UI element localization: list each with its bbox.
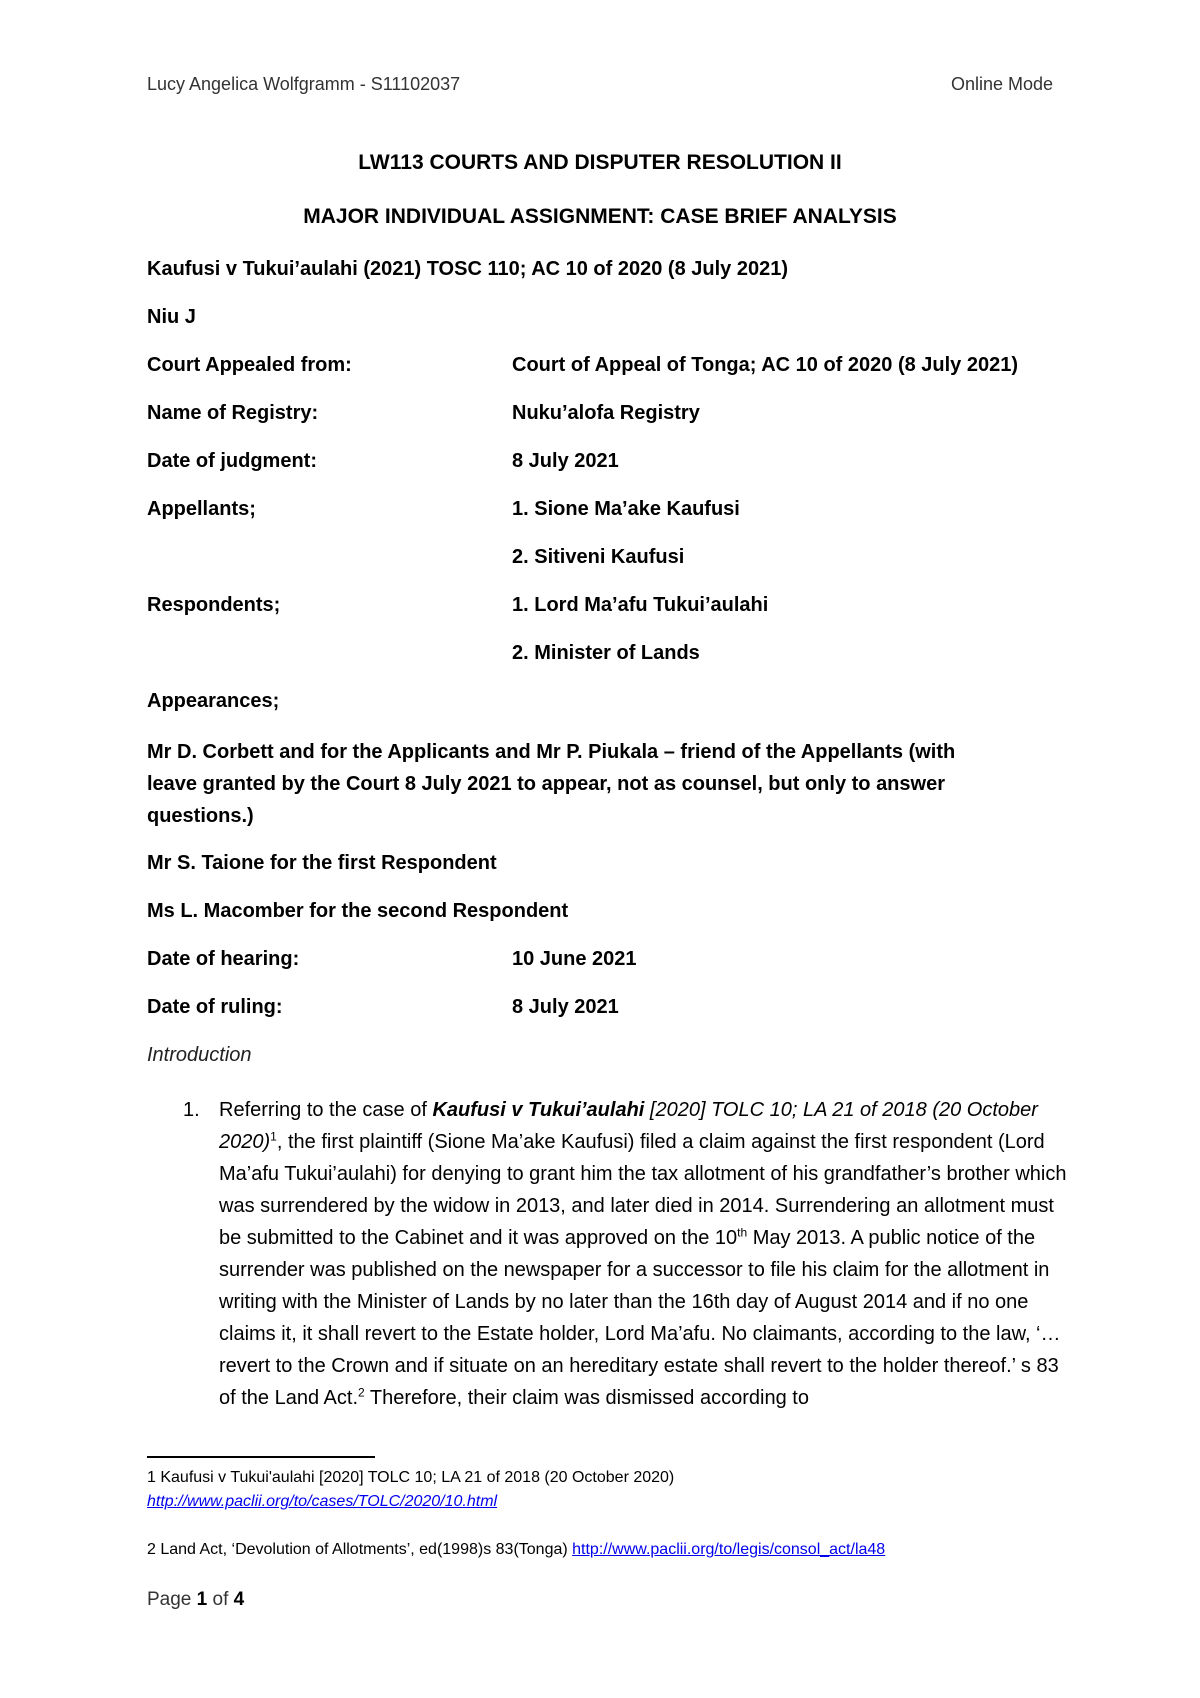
respondent-2: 2. Minister of Lands (512, 642, 700, 664)
court-label: Court Appealed from: (147, 354, 352, 376)
footnote-2 (147, 1538, 1067, 1562)
appearance-applicants (147, 736, 1052, 832)
appearance-first-respondent: Mr S. Taione for the first Respondent (147, 852, 497, 874)
page-number (147, 1589, 244, 1611)
introduction-heading: Introduction (147, 1044, 252, 1066)
footnote-1 (147, 1466, 1067, 1514)
ruling-date-value: 8 July 2021 (512, 996, 619, 1018)
respondents-label: Respondents; (147, 594, 281, 616)
page-prefix: Page (147, 1589, 197, 1610)
case-reference: [2020] TOLC 10; LA 21 of 2018 (20 October 2020) (219, 1099, 1038, 1153)
paragraph-text: , the first plaintiff (Sione Ma’ake Kaufusi) filed a claim against the first respondent (Lord Ma’afu Tukui’aulahi) for denying to grant him the tax allotment of his grandfather’s brother which was surrendered by the widow in 2013, and later died in 2014. Surrendering an allotment must be submitted to the Cabinet and it was approved on the 10 (219, 1131, 1067, 1249)
appearances-label: Appearances; (147, 690, 280, 712)
judgment-date-label: Date of judgment: (147, 450, 317, 472)
respondent-1: 1. Lord Ma’afu Tukui’aulahi (512, 594, 769, 616)
footnote-1-link[interactable]: http://www.paclii.org/to/cases/TOLC/2020/10.html (147, 1493, 498, 1510)
footnote-2-link[interactable]: http://www.paclii.org/to/legis/consol_act/la48 (572, 1541, 886, 1558)
footnote-ref-2[interactable]: 2 (358, 1385, 365, 1400)
judgment-date-value: 8 July 2021 (512, 450, 619, 472)
appellant-1: 1. Sione Ma’ake Kaufusi (512, 498, 740, 520)
page-total: 4 (233, 1589, 245, 1610)
assignment-title: MAJOR INDIVIDUAL ASSIGNMENT: CASE BRIEF ANALYSIS (303, 205, 897, 228)
registry-value: Nuku’alofa Registry (512, 402, 700, 424)
header-author: Lucy Angelica Wolfgramm - S11102037 (147, 74, 461, 94)
footnote-ref-1[interactable]: 1 (270, 1129, 277, 1144)
paragraph-text: Referring to the case of (219, 1099, 433, 1121)
hearing-date-value: 10 June 2021 (512, 948, 637, 970)
appearance-line-3: questions.) (147, 805, 254, 827)
footnote-separator (147, 1456, 375, 1458)
page-current: 1 (196, 1589, 208, 1610)
court-value: Court of Appeal of Tonga; AC 10 of 2020 (8 July 2021) (512, 354, 1019, 376)
ruling-date-label: Date of ruling: (147, 996, 283, 1018)
case-name: Kaufusi v Tukui’aulahi (432, 1099, 645, 1121)
course-title: LW113 COURTS AND DISPUTER RESOLUTION II (358, 151, 842, 174)
appellant-2: 2. Sitiveni Kaufusi (512, 546, 685, 568)
case-citation: Kaufusi v Tukui’aulahi (2021) TOSC 110; AC 10 of 2020 (8 July 2021) (147, 258, 788, 280)
paragraph-text: May 2013. A public notice of the surrender was published on the newspaper for a successor to file his claim for the allotment in writing with the Minister of Lands by no later than the 16th day of August 2014 and if no one claims it, it shall revert to the Estate holder, Lord Ma’afu. No claimants, according to the law, ‘…revert to the Crown and if situate on an hereditary estate shall revert to the holder thereof.’ s 83 of the Land Act. (219, 1227, 1061, 1409)
footnote-1-text: 1 Kaufusi v Tukui'aulahi [2020] TOLC 10; LA 21 of 2018 (20 October 2020) (147, 1469, 675, 1486)
appearance-line-1: Mr D. Corbett and for the Applicants and Mr P. Piukala – friend of the Appellants (with (147, 741, 956, 763)
appellants-label: Appellants; (147, 498, 256, 520)
appearance-second-respondent: Ms L. Macomber for the second Respondent (147, 900, 569, 922)
footnote-2-text: 2 Land Act, ‘Devolution of Allotments’, ed(1998)s 83(Tonga) (147, 1541, 573, 1558)
registry-label: Name of Registry: (147, 402, 319, 424)
hearing-date-label: Date of hearing: (147, 948, 300, 970)
page-of: of (207, 1589, 234, 1610)
page-header (147, 74, 1053, 100)
appearance-line-2: leave granted by the Court 8 July 2021 to appear, not as counsel, but only to answer (147, 773, 945, 795)
list-item-text (219, 1094, 1067, 1414)
ordinal-suffix: th (737, 1225, 748, 1240)
header-mode: Online Mode (950, 74, 1053, 94)
paragraph-text: Therefore, their claim was dismissed according to (364, 1387, 809, 1409)
judge-name: Niu J (147, 306, 196, 328)
list-item-number: 1. (183, 1099, 200, 1121)
